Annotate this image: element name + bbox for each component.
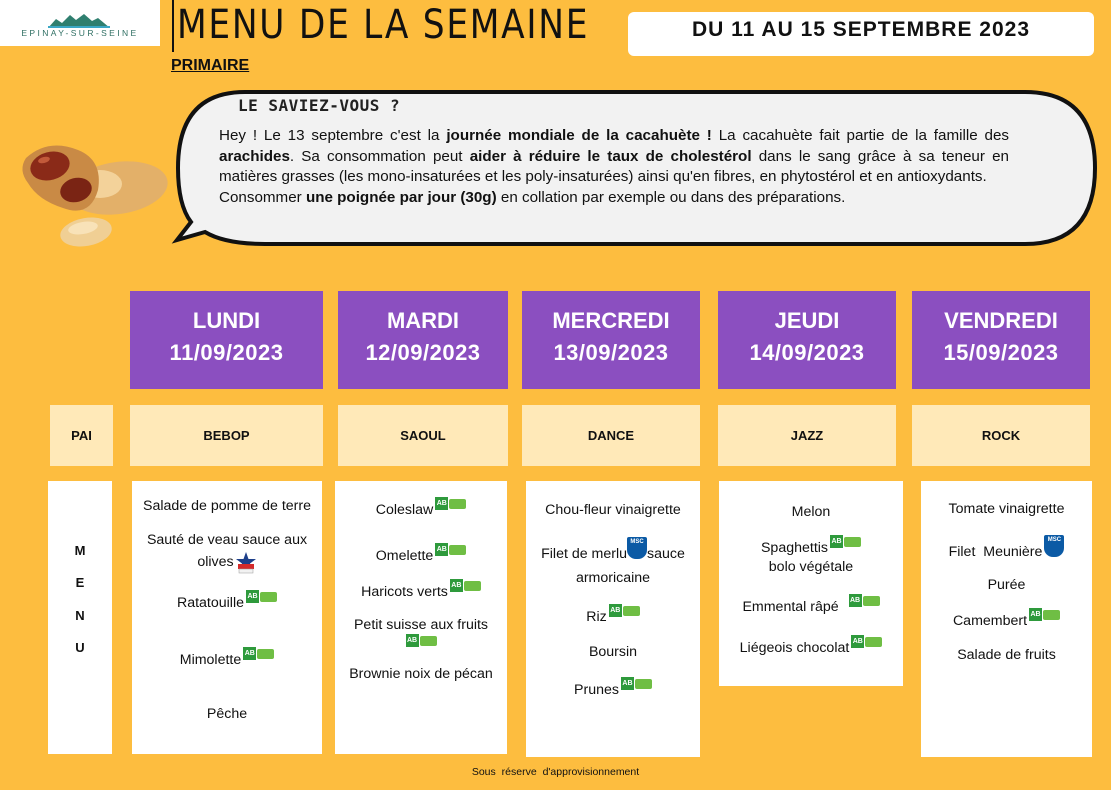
menu-item [526,539,700,589]
dish-name-suffix: sauce [647,546,685,562]
menu-item [719,537,903,578]
info-text-run: dans le sang grâce à sa teneur en matières grasses (les mono-insaturées et les poly-insaturées) ainsi qu'en fibres, en phytostérol et en antioxydants. [219,147,1009,185]
dish-name: Brownie noix de pécan [349,666,493,682]
menu-item [132,495,322,517]
organic-label-icon [851,635,882,648]
dish-name: Emmental râpé [742,599,839,615]
menu-item [526,606,700,628]
organic-label-icon [830,535,861,548]
pai-column [48,481,112,754]
dish-name: Pêche [206,706,248,722]
organic-label-icon [435,497,466,510]
organic-ab-mark: AB [830,535,843,548]
menu-item [335,581,507,603]
dish-name: Salade de pomme de terre [143,498,311,514]
organic-label-icon [243,647,274,660]
day-date: 14/09/2023 [749,340,865,365]
day-name: JEUDI [774,308,840,333]
menu-item [526,641,700,663]
menu-item [719,637,903,659]
organic-label-icon [450,579,481,592]
menu-item [335,614,507,658]
organic-ab-mark: AB [243,647,256,660]
dish-name: Filet de merlu [541,546,628,562]
organic-ab-mark: AB [609,604,622,617]
organic-ab-mark: AB [621,677,634,690]
organic-ab-mark: AB [435,497,448,510]
organic-label-icon [246,590,277,603]
info-highlight: journée mondiale de la cacahuète ! [446,127,712,144]
day-name: VENDREDI [944,308,1058,333]
organic-ab-mark: AB [1029,608,1042,621]
theme-vendredi: ROCK [912,405,1090,466]
dish-name: Salade de fruits [957,647,1056,663]
menu-column-mardi [335,481,507,754]
day-date: 13/09/2023 [553,340,669,365]
info-text-run: Hey ! Le 13 septembre c'est la [219,127,447,144]
day-header-mardi [338,291,508,389]
theme-jeudi: JAZZ [718,405,896,466]
day-name: MERCREDI [552,308,670,333]
dish-name: Chou-fleur vinaigrette [545,502,681,518]
dish-name-line2: bolo végétale [768,559,854,575]
label-rouge-icon [235,551,257,575]
info-paragraph-1 [219,126,1009,188]
organic-ab-mark: AB [246,590,259,603]
dish-name: Purée [987,577,1026,593]
dish-name: Prunes [574,682,619,698]
dish-name: Coleslaw [375,502,434,518]
town-name: EPINAY-SUR-SEINE [21,28,139,38]
dish-name: Spaghettis [760,540,829,556]
week-dates: DU 11 AU 15 SEPTEMBRE 2023 [628,12,1094,56]
organic-label-icon [609,604,640,617]
day-date: 12/09/2023 [365,340,481,365]
dish-name: Liégeois chocolat [739,640,850,656]
organic-ab-mark: AB [851,635,864,648]
page-title: MENU DE LA SEMAINE [177,2,590,48]
day-name: LUNDI [192,308,261,333]
menu-letter: N [75,608,85,623]
organic-label-icon [849,594,880,607]
dish-name: Melon [791,504,831,520]
info-text-run: La cacahuète fait partie de la famille des [711,127,1010,144]
menu-item [719,596,903,618]
menu-item [132,649,322,671]
menu-item [921,574,1092,596]
msc-label-icon: MSC [627,537,647,559]
organic-ab-mark: AB [450,579,463,592]
organic-label-icon [406,634,437,647]
dish-name: Tomate vinaigrette [948,501,1065,517]
info-text-run: en collation par exemple ou dans des préparations. [496,188,846,206]
organic-label-icon [621,677,652,690]
menu-item [921,610,1092,632]
menu-letter: U [75,640,85,655]
day-header-mercredi [522,291,700,389]
info-text-run: . Sa consommation peut [289,147,470,165]
info-text-run: Consommer [219,188,306,206]
dish-name: Mimolette [179,652,242,668]
dish-name: Camembert [952,613,1028,629]
day-header-jeudi [718,291,896,389]
theme-lundi: BEBOP [130,405,323,466]
menu-item [132,703,322,725]
menu-item [921,644,1092,666]
menu-item [335,545,507,567]
menu-item [526,679,700,701]
theme-mercredi: DANCE [522,405,700,466]
info-paragraph-2 [219,188,1009,209]
menu-item [335,663,507,685]
dish-name-line2: armoricaine [575,570,651,586]
menu-column-vendredi [921,481,1092,757]
dish-name: Ratatouille [176,595,245,611]
dish-name: Sauté de veau sauce aux olives [146,532,308,570]
dish-name: Haricots verts [361,584,448,600]
organic-ab-mark: AB [435,543,448,556]
info-highlight: une poignée par jour (30g) [305,188,497,206]
day-date: 15/09/2023 [943,340,1059,365]
menu-item [132,592,322,614]
menu-item [132,529,322,575]
organic-label-icon [435,543,466,556]
peanut-illustration-icon [8,128,178,258]
info-title: LE SAVIEZ-VOUS ? [238,96,401,115]
msc-label-icon: MSC [1044,535,1064,557]
day-header-lundi [130,291,323,389]
menu-letter: E [75,575,85,590]
menu-item [921,498,1092,520]
menu-letter: M [74,543,86,558]
menu-item [526,499,700,521]
day-name: MARDI [386,308,460,333]
organic-label-icon [1029,608,1060,621]
supply-disclaimer: Sous réserve d'approvisionnement [471,766,640,778]
organic-ab-mark: AB [406,634,419,647]
menu-column-lundi [132,481,322,754]
info-highlight: aider à réduire le taux de cholestérol [469,147,752,165]
menu-item [335,499,507,521]
dish-name: Petit suisse aux fruits [353,617,489,633]
menu-item [719,501,903,523]
dish-name: Riz [586,609,607,625]
info-text [219,126,1009,208]
day-header-vendredi [912,291,1090,389]
menu-item [921,537,1092,563]
day-date: 11/09/2023 [169,340,284,365]
dish-name: Filet Meunière [948,544,1043,560]
school-level: PRIMAIRE [171,57,250,74]
menu-column-mercredi [526,481,700,757]
dish-name: Omelette [375,548,434,564]
theme-mardi: SAOUL [338,405,508,466]
info-highlight: arachides [219,147,290,165]
organic-ab-mark: AB [849,594,862,607]
pai-label: PAI [50,405,113,466]
menu-column-jeudi [719,481,903,686]
dish-name: Boursin [588,644,638,660]
